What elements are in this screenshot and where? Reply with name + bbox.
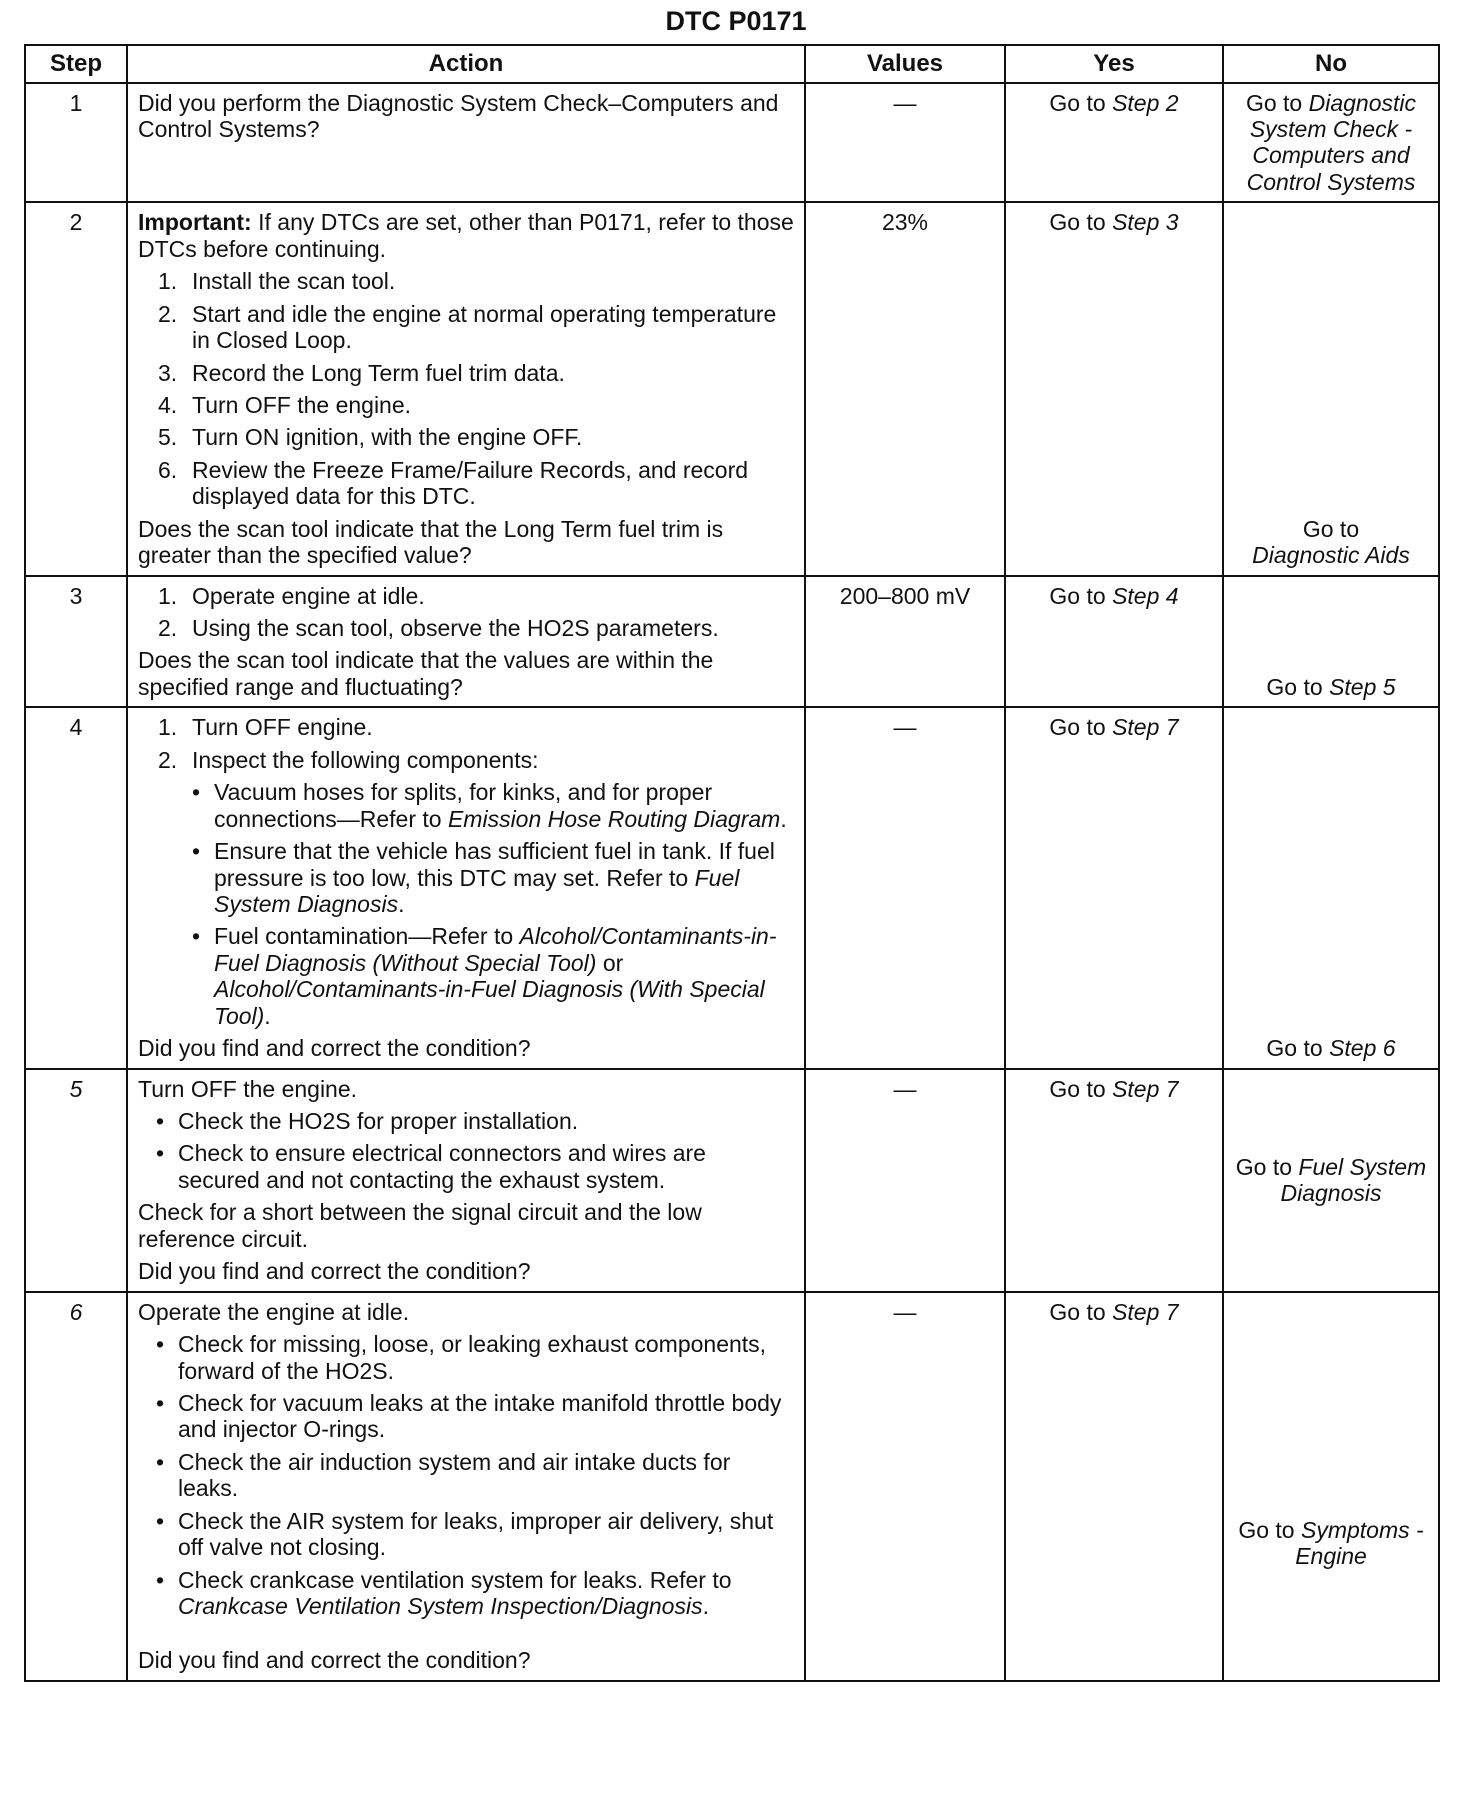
action-question: Does the scan tool indicate that the values are within the specified range and fluctuating? <box>138 647 714 700</box>
header-yes: Yes <box>1005 45 1223 83</box>
bullet-item: • Vacuum hoses for splits, for kinks, and for proper connections—Refer to Emission Hose Routing Diagram. <box>192 779 787 832</box>
table-row <box>25 707 1439 1068</box>
action-cell <box>127 83 805 203</box>
important-label: Important: <box>138 209 252 236</box>
action-cell <box>127 1069 805 1292</box>
yes-prefix: Go to <box>1049 1075 1113 1102</box>
table-row <box>25 576 1439 708</box>
step-number: 2 <box>25 202 127 575</box>
document-title: DTC P0171 <box>665 6 807 36</box>
bullet-item: • Check for vacuum leaks at the intake manifold throttle body and injector O-rings. <box>156 1389 782 1443</box>
step-number: 5 <box>25 1069 127 1292</box>
yes-prefix: Go to <box>1049 1298 1113 1325</box>
list-item: 1. Operate engine at idle. <box>158 582 425 609</box>
yes-cell <box>1005 576 1223 708</box>
action-intro: Turn OFF the engine. <box>138 1075 358 1102</box>
list-item: 4. Turn OFF the engine. <box>158 391 412 418</box>
bullet-item: • Check the AIR system for leaks, improper air delivery, shut off valve not closing. <box>156 1507 774 1561</box>
no-prefix: Go to <box>1238 1516 1301 1543</box>
bullet-item: • Check to ensure electrical connectors and wires are secured and not contacting the exhaust system. <box>156 1140 706 1193</box>
table-row <box>25 1069 1439 1292</box>
yes-link[interactable]: Step 7 <box>1112 714 1179 741</box>
reference-link[interactable]: Alcohol/Contaminants-in-Fuel Diagnosis (With Special Tool) <box>214 976 765 1029</box>
no-link[interactable]: Fuel System Diagnosis <box>1280 1153 1427 1207</box>
values-cell: 200–800 mV <box>805 576 1005 708</box>
table-row <box>25 202 1439 575</box>
no-link[interactable]: Symptoms - Engine <box>1295 1516 1424 1570</box>
reference-link[interactable]: Fuel System Diagnosis <box>214 864 740 917</box>
diagnostic-table <box>24 44 1440 1682</box>
no-link[interactable]: Diagnostic System Check - Computers and Control Systems <box>1246 89 1417 195</box>
list-item: 2. Inspect the following components: <box>158 746 539 773</box>
reference-link[interactable]: Emission Hose Routing Diagram <box>447 805 781 832</box>
bullet-item: • Check the air induction system and air intake ducts for leaks. <box>156 1448 731 1502</box>
list-item: 2. Using the scan tool, observe the HO2S parameters. <box>158 615 719 642</box>
action-cell <box>127 1292 805 1681</box>
header-step: Step <box>25 45 127 83</box>
values-cell: — <box>805 707 1005 1068</box>
no-prefix: Go to <box>1235 1153 1299 1180</box>
action-question: Did you perform the Diagnostic System Check–Computers and Control Systems? <box>138 89 779 143</box>
no-prefix: Go to <box>1266 673 1330 700</box>
list-item: 1. Turn OFF engine. <box>158 714 373 741</box>
bullet-item: • Fuel contamination—Refer to Alcohol/Contaminants-in-Fuel Diagnosis (Without Special Tool) or Alcohol/Contaminants-in-Fuel Diagnosis (With Special Tool). <box>192 923 777 1029</box>
yes-link[interactable]: Step 7 <box>1112 1075 1179 1102</box>
no-cell <box>1223 1069 1439 1292</box>
no-cell <box>1223 83 1439 203</box>
values-cell: 23% <box>805 202 1005 575</box>
important-note <box>138 209 794 262</box>
no-cell <box>1223 576 1439 708</box>
no-link[interactable]: Step 6 <box>1329 1035 1396 1062</box>
yes-link[interactable]: Step 2 <box>1112 89 1179 116</box>
bullet-item: • Check crankcase ventilation system for leaks. Refer to Crankcase Ventilation System Inspection/Diagnosis. <box>156 1566 732 1620</box>
values-cell: — <box>805 83 1005 203</box>
table-row <box>25 83 1439 203</box>
yes-link[interactable]: Step 3 <box>1112 209 1179 236</box>
header-action: Action <box>127 45 805 83</box>
action-question: Did you find and correct the condition? <box>138 1035 531 1062</box>
no-link[interactable]: Diagnostic Aids <box>1252 542 1410 569</box>
yes-prefix: Go to <box>1049 714 1113 741</box>
no-cell <box>1223 707 1439 1068</box>
no-prefix: Go to <box>1245 89 1309 116</box>
important-text: If any DTCs are set, other than P0171, refer to those DTCs before continuing. <box>138 209 794 262</box>
reference-link[interactable]: Crankcase Ventilation System Inspection/Diagnosis <box>178 1593 703 1620</box>
no-cell <box>1223 1292 1439 1681</box>
no-prefix: Go to <box>1302 515 1360 542</box>
action-cell <box>127 707 805 1068</box>
action-paragraph: Check for a short between the signal circuit and the low reference circuit. <box>138 1199 702 1252</box>
action-cell <box>127 576 805 708</box>
action-cell <box>127 202 805 575</box>
step-number: 1 <box>25 83 127 203</box>
header-values: Values <box>805 45 1005 83</box>
yes-prefix: Go to <box>1049 582 1113 609</box>
list-item: 5. Turn ON ignition, with the engine OFF. <box>158 424 583 451</box>
values-cell: — <box>805 1292 1005 1681</box>
yes-link[interactable]: Step 4 <box>1112 582 1179 609</box>
yes-link[interactable]: Step 7 <box>1112 1298 1179 1325</box>
bullet-item: • Check the HO2S for proper installation. <box>156 1108 579 1135</box>
no-cell <box>1223 202 1439 575</box>
yes-prefix: Go to <box>1049 209 1113 236</box>
action-question: Did you find and correct the condition? <box>138 1647 531 1674</box>
list-item: 2. Start and idle the engine at normal operating temperature in Closed Loop. <box>158 300 777 354</box>
action-intro: Operate the engine at idle. <box>138 1298 410 1325</box>
yes-cell <box>1005 1292 1223 1681</box>
list-item: 1. Install the scan tool. <box>158 268 396 295</box>
table-row <box>25 1292 1439 1681</box>
header-no: No <box>1223 45 1439 83</box>
action-question: Does the scan tool indicate that the Long Term fuel trim is greater than the specified value? <box>138 515 724 569</box>
yes-cell <box>1005 707 1223 1068</box>
yes-cell <box>1005 83 1223 203</box>
bullet-item: • Ensure that the vehicle has sufficient fuel in tank. If fuel pressure is too low, this DTC may set. Refer to Fuel System Diagnosis. <box>192 838 775 917</box>
header-row <box>25 45 1439 83</box>
yes-prefix: Go to <box>1049 89 1113 116</box>
action-question: Did you find and correct the condition? <box>138 1258 531 1285</box>
step-number: 6 <box>25 1292 127 1681</box>
values-cell: — <box>805 1069 1005 1292</box>
reference-link[interactable]: Alcohol/Contaminants-in-Fuel Diagnosis (Without Special Tool) <box>214 923 777 976</box>
yes-cell <box>1005 202 1223 575</box>
list-item: 6. Review the Freeze Frame/Failure Records, and record displayed data for this DTC. <box>158 456 749 510</box>
no-link[interactable]: Step 5 <box>1329 673 1396 700</box>
step-number: 4 <box>25 707 127 1068</box>
step-number: 3 <box>25 576 127 708</box>
list-item: 3. Record the Long Term fuel trim data. <box>158 359 565 386</box>
yes-cell <box>1005 1069 1223 1292</box>
no-prefix: Go to <box>1266 1035 1330 1062</box>
bullet-item: • Check for missing, loose, or leaking exhaust components, forward of the HO2S. <box>156 1331 767 1384</box>
